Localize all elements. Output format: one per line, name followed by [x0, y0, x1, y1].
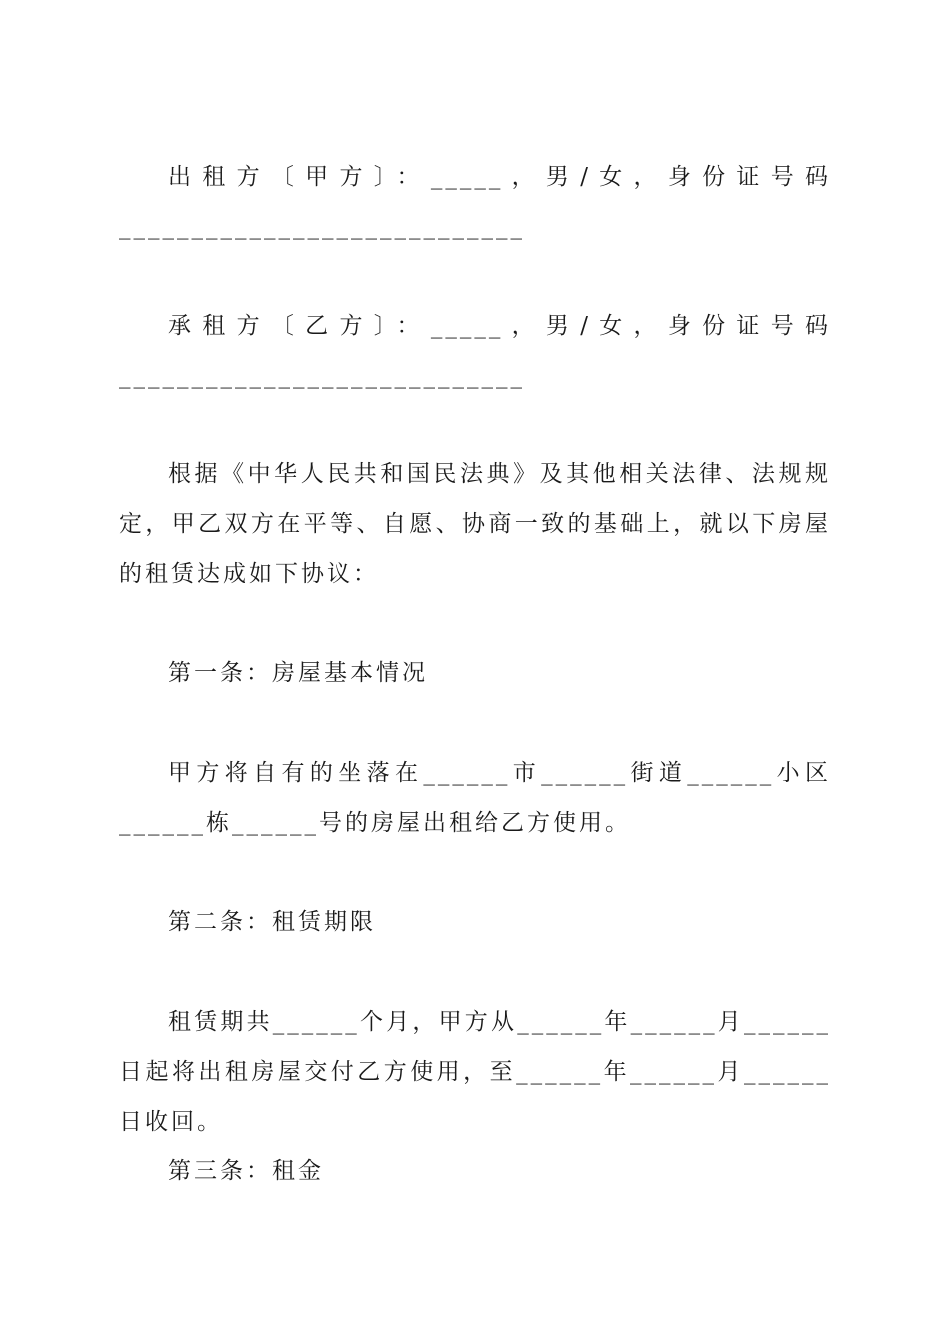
article-1-heading: 第一条：房屋基本情况 — [168, 660, 428, 686]
lessee-info-paragraph: 承租方〔乙方〕：_____，男/女，身份证号码____________________________ — [119, 313, 831, 389]
article-1-body: 甲方将自有的坐落在______市______街道______小区______栋______号的房屋出租给乙方使用。 — [119, 760, 831, 836]
article-2-heading: 第二条：租赁期限 — [168, 909, 376, 935]
article-3-heading: 第三条：租金 — [168, 1158, 324, 1184]
preamble-paragraph: 根据《中华人民共和国民法典》及其他相关法律、法规规定，甲乙双方在平等、自愿、协商一致的基础上，就以下房屋的租赁达成如下协议： — [119, 461, 831, 587]
lessor-info-paragraph: 出租方〔甲方〕：_____，男/女，身份证号码____________________________ — [119, 164, 831, 240]
article-2-body: 租赁期共______个月，甲方从______年______月______日起将出租房屋交付乙方使用，至______年______月______日收回。 — [119, 1009, 831, 1135]
